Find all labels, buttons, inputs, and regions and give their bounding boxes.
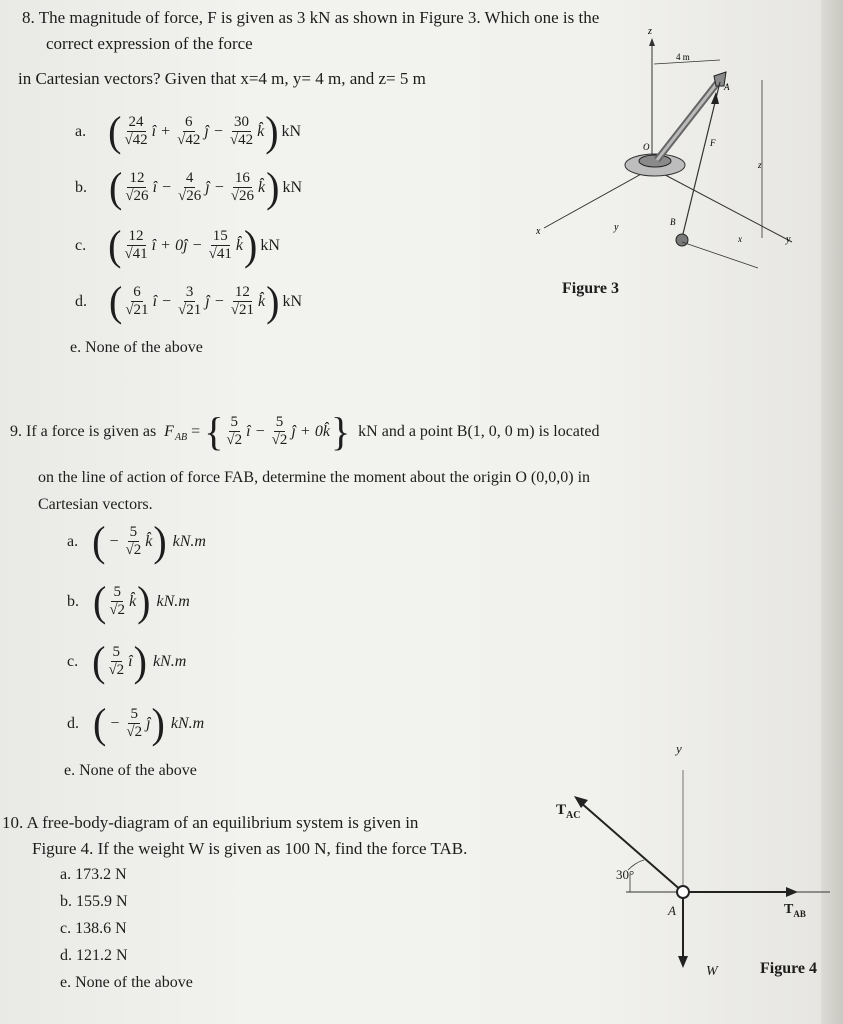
fig3-z-label: z xyxy=(648,26,652,37)
option-label: c. xyxy=(75,236,87,254)
q9-line3: Cartesian vectors. xyxy=(38,496,153,513)
q10-option-e[interactable]: e. None of the above xyxy=(60,974,193,991)
fig3-b-label: B xyxy=(670,217,676,227)
q9-option-e[interactable]: e. None of the above xyxy=(64,762,197,779)
fig3-a-label: A xyxy=(724,82,730,92)
option-label: c. xyxy=(67,652,79,670)
q8-option-d[interactable]: d. ( $\frac{6}{√21}$ î − $\frac{3}{√21}$ ĵ − $\frac{12}{√21}$ k̂ ) kN xyxy=(75,277,302,325)
option-label: a. xyxy=(67,532,79,550)
q10-option-d[interactable]: d. 121.2 N xyxy=(60,947,128,964)
fig4-y-axis-label: y xyxy=(676,741,682,756)
q9-option-c[interactable]: c. ( $\frac{5}{√2}$ î ) kN.m xyxy=(67,637,187,685)
q9-line2: on the line of action of force FAB, determine the moment about the origin O (0,0,0) in xyxy=(38,469,591,486)
q9-option-d[interactable]: d. ( − $\frac{5}{√2}$ ĵ ) kN.m xyxy=(67,699,205,747)
q10-line2: Figure 4. If the weight W is given as 100 N, find the force TAB. xyxy=(32,839,468,858)
option-label: d. xyxy=(67,714,79,732)
q8-option-c[interactable]: c. ( $\frac{12}{√41}$ î + 0ĵ − $\frac{15}{√41}$ k̂ ) kN xyxy=(75,221,280,269)
option-label: a. xyxy=(75,122,87,140)
q9-option-b[interactable]: b. ( $\frac{5}{√2}$ k̂ ) kN.m xyxy=(67,577,190,625)
q9-option-a[interactable]: a. ( − $\frac{5}{√2}$ k̂ ) kN.m xyxy=(67,517,206,565)
q9-line1: 9. If a force is given as F AB = { $\frac{5}{√2}$ î − $\frac{5}{√2}$ ĵ + 0k̂ } kN and a point B(1, 0, 0 m) is located xyxy=(10,408,600,454)
q10-line1: 10. A free-body-diagram of an equilibrium system is given in xyxy=(2,813,419,832)
q8-option-e[interactable]: e. None of the above xyxy=(70,339,203,356)
fig4-a-label: A xyxy=(668,903,676,918)
option-label: d. xyxy=(75,292,87,310)
q10-option-a[interactable]: a. 173.2 N xyxy=(60,866,127,883)
q8-option-b[interactable]: b. ( $\frac{12}{√26}$ î − $\frac{4}{√26}$ ĵ − $\frac{16}{√26}$ k̂ ) kN xyxy=(75,163,302,211)
fig3-z-dim: z xyxy=(758,160,762,170)
figure-3-caption: Figure 3 xyxy=(562,280,620,297)
q8-line3: in Cartesian vectors? Given that x=4 m, y= 4 m, and z= 5 m xyxy=(18,69,426,88)
fig3-y-label: y xyxy=(786,234,791,245)
fig4-angle-label: 30° xyxy=(616,867,635,882)
fig4-tab-label: $T_{AB}$ xyxy=(784,902,806,919)
q10-option-c[interactable]: c. 138.6 N xyxy=(60,920,127,937)
figure-4-caption: Figure 4 xyxy=(760,960,818,977)
q8-option-a[interactable]: a. ( $\frac{24}{√42}$ î + $\frac{6}{√42}$ ĵ − $\frac{30}{√42}$ k̂ ) kN xyxy=(75,107,302,155)
fig3-x-label: x xyxy=(536,226,541,237)
option-label: b. xyxy=(67,592,79,610)
fig3-dim-label: 4 m xyxy=(676,52,690,62)
fig4-tac-label: $T_{AC}$ xyxy=(556,802,581,821)
fig3-o-label: O xyxy=(643,142,650,152)
q10-option-b[interactable]: b. 155.9 N xyxy=(60,893,128,910)
fig3-y-mid: y xyxy=(614,222,619,233)
figure-3-diagram xyxy=(530,20,830,290)
fig3-x-dim: x xyxy=(738,234,742,244)
q8-line1: 8. The magnitude of force, F is given as 3 kN as shown in Figure 3. Which one is the xyxy=(22,8,600,27)
fig3-f-label: F xyxy=(710,138,716,148)
option-label: b. xyxy=(75,178,87,196)
q8-line2: correct expression of the force xyxy=(46,34,253,53)
fig4-w-label: W xyxy=(706,964,718,979)
